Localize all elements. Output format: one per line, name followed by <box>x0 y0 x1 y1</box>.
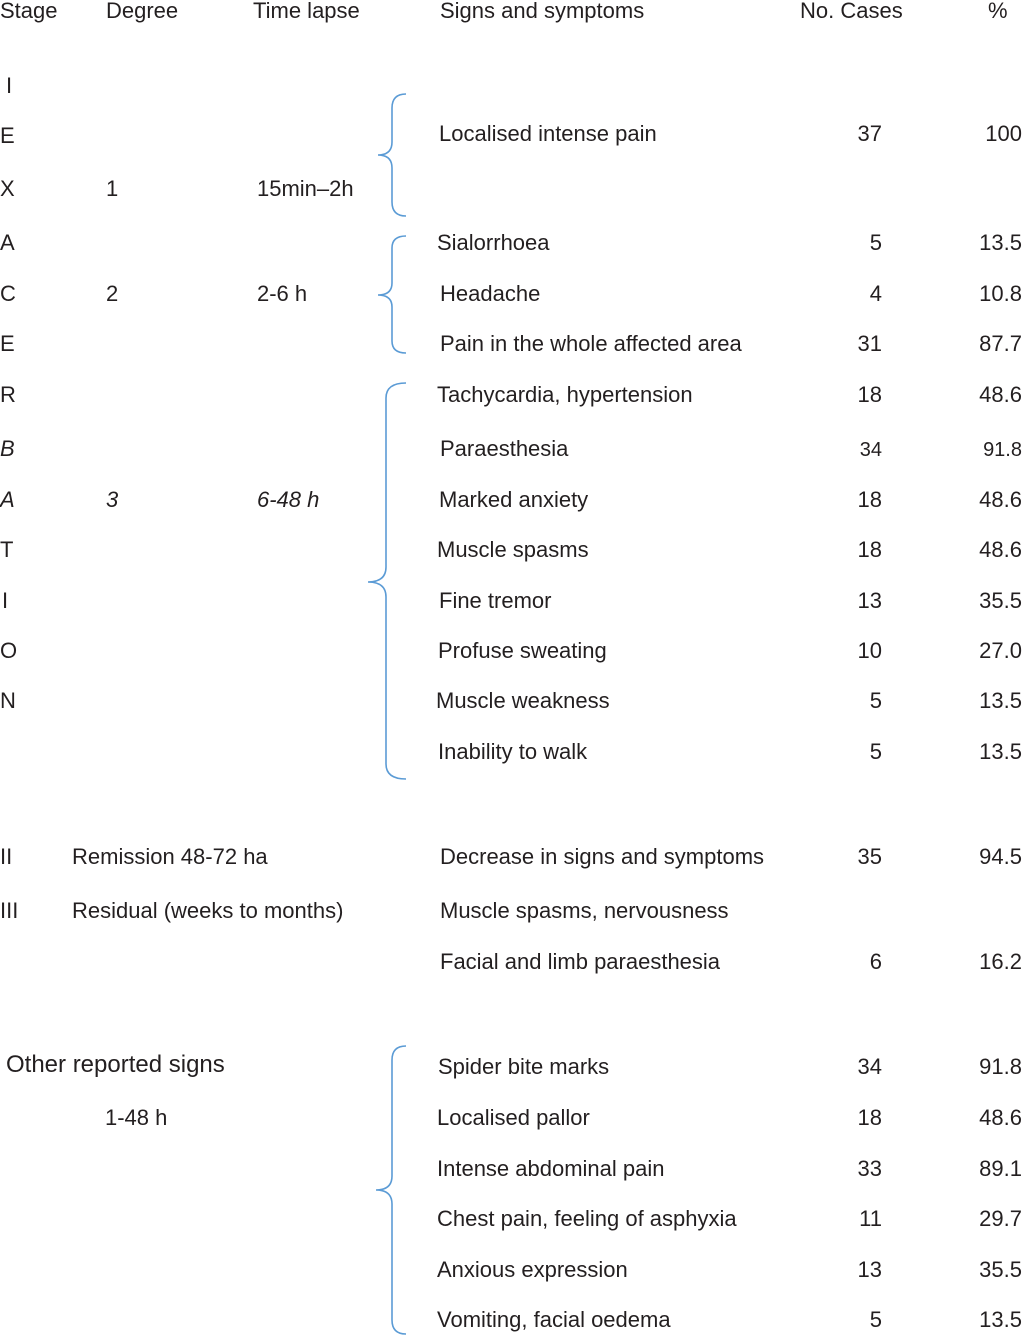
sign-label: Inability to walk <box>438 739 588 764</box>
stage-letter: E <box>0 331 15 356</box>
percent-value: 89.1 <box>979 1156 1022 1181</box>
cases-value: 33 <box>857 1156 882 1181</box>
sign-label: Localised pallor <box>437 1105 590 1130</box>
time-lapse-3: 6-48 h <box>257 487 320 512</box>
bracket-degree-3 <box>368 383 406 779</box>
stage-2-numeral: II <box>0 844 13 869</box>
cases-value: 31 <box>857 331 882 356</box>
bracket-other-signs <box>376 1046 406 1334</box>
header-signs: Signs and symptoms <box>440 0 645 23</box>
stage-letter: R <box>0 382 16 407</box>
sign-label: Marked anxiety <box>439 487 589 512</box>
stage-letter: C <box>0 281 16 306</box>
header-stage: Stage <box>0 0 58 23</box>
sign-label: Spider bite marks <box>438 1054 610 1079</box>
percent-value: 16.2 <box>979 949 1022 974</box>
sign-label: Anxious expression <box>437 1257 628 1282</box>
stage-letter: O <box>0 638 18 663</box>
sign-label: Chest pain, feeling of asphyxia <box>437 1206 737 1231</box>
cases-value: 13 <box>857 1257 882 1282</box>
sign-label: Fine tremor <box>439 588 552 613</box>
sign-label: Localised intense pain <box>439 121 657 146</box>
cases-value: 34 <box>857 1054 882 1079</box>
sign-label: Facial and limb paraesthesia <box>440 949 721 974</box>
sign-label: Profuse sweating <box>438 638 607 663</box>
stage-letter: A <box>0 230 15 255</box>
percent-value: 13.5 <box>979 739 1022 764</box>
percent-value: 13.5 <box>979 688 1022 713</box>
other-signs-title: Other reported signs <box>6 1051 225 1078</box>
cases-value: 4 <box>869 281 882 306</box>
percent-value: 10.8 <box>979 281 1022 306</box>
cases-value: 5 <box>869 739 882 764</box>
percent-value: 91.8 <box>983 439 1022 461</box>
cases-value: 18 <box>857 537 882 562</box>
percent-value: 35.5 <box>979 1257 1022 1282</box>
sign-label: Pain in the whole affected area <box>440 331 742 356</box>
sign-label: Tachycardia, hypertension <box>437 382 693 407</box>
stage-2-label: Remission 48-72 ha <box>72 844 268 869</box>
stage-letter: A <box>0 487 15 512</box>
cases-value: 6 <box>869 949 882 974</box>
cases-value: 18 <box>857 1105 882 1130</box>
cases-value: 5 <box>869 688 882 713</box>
percent-value: 87.7 <box>979 331 1022 356</box>
percent-value: 48.6 <box>979 1105 1022 1130</box>
sign-label: Sialorrhoea <box>437 230 550 255</box>
percent-value: 48.6 <box>979 382 1022 407</box>
sign-label: Muscle spasms <box>437 537 589 562</box>
stage-letter: T <box>0 537 14 562</box>
percent-value: 29.7 <box>979 1206 1022 1231</box>
stage-letter: I <box>6 73 13 98</box>
percent-value: 35.5 <box>979 588 1022 613</box>
stage-letter: I <box>2 588 9 613</box>
percent-value: 48.6 <box>979 537 1022 562</box>
sign-label: Decrease in signs and symptoms <box>440 844 765 869</box>
stage-letter: N <box>0 688 16 713</box>
stage-letter: B <box>0 436 15 461</box>
sign-label: Muscle spasms, nervousness <box>440 898 729 923</box>
cases-value: 18 <box>857 382 882 407</box>
stage-3-label: Residual (weeks to months) <box>72 898 344 923</box>
stage-letter: E <box>0 123 15 148</box>
cases-value: 34 <box>859 439 882 461</box>
sign-label: Paraesthesia <box>440 436 569 461</box>
header-time-lapse: Time lapse <box>253 0 360 23</box>
time-lapse-1: 15min–2h <box>257 176 354 201</box>
percent-value: 91.8 <box>979 1054 1022 1079</box>
cases-value: 13 <box>857 588 882 613</box>
cases-value: 18 <box>857 487 882 512</box>
stage-3-numeral: III <box>0 898 19 923</box>
sign-label: Headache <box>440 281 541 306</box>
sign-label: Vomiting, facial oedema <box>437 1307 671 1332</box>
degree-2: 2 <box>106 281 119 306</box>
percent-value: 13.5 <box>979 1307 1022 1332</box>
percent-value: 13.5 <box>979 230 1022 255</box>
other-signs-time: 1-48 h <box>105 1105 168 1130</box>
stage-letter: X <box>0 176 15 201</box>
percent-value: 27.0 <box>979 638 1022 663</box>
cases-value: 5 <box>869 230 882 255</box>
header-degree: Degree <box>106 0 179 23</box>
percent-value: 100 <box>985 121 1022 146</box>
bracket-degree-1 <box>378 94 406 216</box>
degree-3: 3 <box>106 487 119 512</box>
percent-value: 48.6 <box>979 487 1022 512</box>
cases-value: 37 <box>857 121 882 146</box>
time-lapse-2: 2-6 h <box>257 281 308 306</box>
cases-value: 11 <box>859 1206 882 1231</box>
degree-1: 1 <box>106 176 119 201</box>
bracket-degree-2 <box>378 236 406 353</box>
percent-value: 94.5 <box>979 844 1022 869</box>
header-percent: % <box>988 0 1008 23</box>
sign-label: Intense abdominal pain <box>437 1156 665 1181</box>
cases-value: 10 <box>857 638 882 663</box>
cases-value: 35 <box>857 844 882 869</box>
header-cases: No. Cases <box>800 0 903 23</box>
sign-label: Muscle weakness <box>436 688 610 713</box>
cases-value: 5 <box>869 1307 882 1332</box>
